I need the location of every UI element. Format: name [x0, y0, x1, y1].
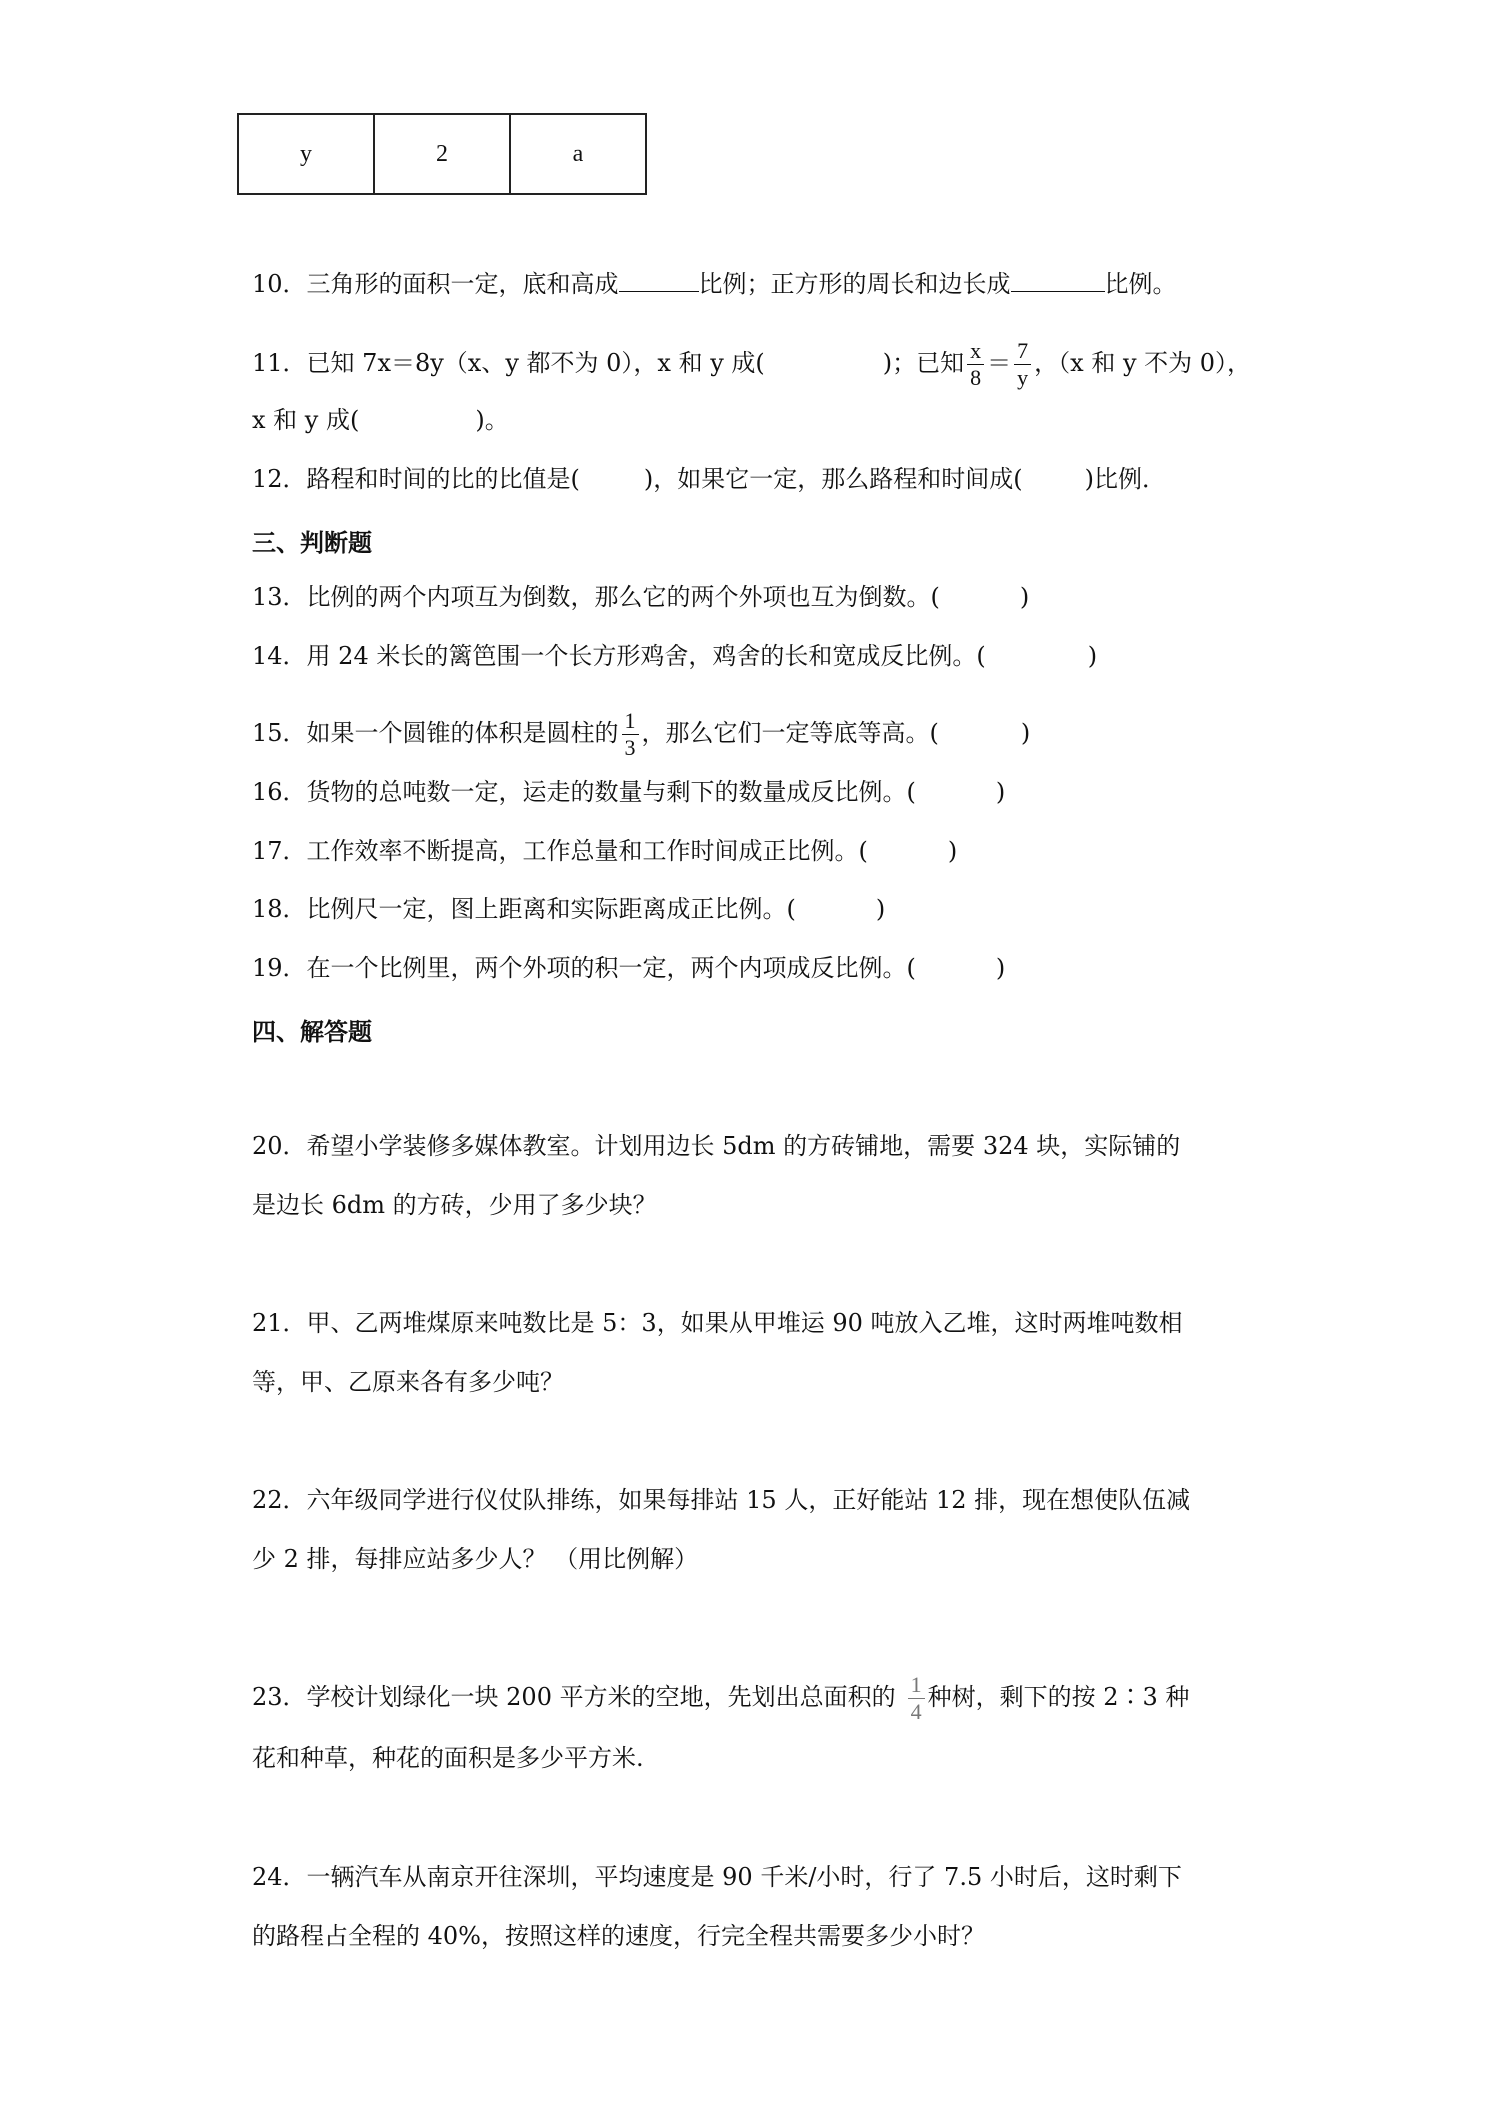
question-11-line-2 — [252, 405, 509, 435]
fraction-numerator: x — [967, 338, 984, 365]
question-10 — [252, 269, 1177, 299]
answer-blank[interactable] — [619, 269, 699, 292]
equals-sign: ＝ — [987, 349, 1012, 377]
question-24-line-2: 的路程占全程的 40%，按照这样的速度，行完全程共需要多少小时？ — [252, 1922, 985, 1950]
question-number: 11． — [252, 349, 307, 377]
question-text: x 和 y 成( — [252, 406, 360, 434]
question-text: 已知 7x＝8y（x、y 都不为 0），x 和 y 成( — [306, 349, 765, 377]
question-text: 货物的总吨数一定，运走的数量与剩下的数量成反比例。( — [306, 778, 916, 806]
question-text: 种树，剩下的按 2∶3 种 — [927, 1683, 1190, 1711]
question-number: 13． — [252, 583, 307, 611]
question-text: )；已知 — [882, 349, 965, 377]
question-text: ) — [1087, 642, 1098, 670]
question-number: 19． — [252, 954, 307, 982]
question-text: ) — [995, 954, 1006, 982]
table-row — [238, 114, 646, 194]
question-text: )比例． — [1084, 465, 1167, 493]
table-cell-a: a — [510, 114, 646, 194]
value-table — [237, 113, 647, 195]
question-22: 22．六年级同学进行仪仗队排练，如果每排站 15 人，正好能站 12 排，现在想使队伍减 — [252, 1486, 1191, 1514]
fraction-numerator: 1 — [908, 1672, 925, 1699]
section-heading-solve: 四、解答题 — [252, 1017, 372, 1046]
fraction-7-over-y — [1014, 338, 1031, 391]
question-24: 24．一辆汽车从南京开往深圳，平均速度是 90 千米/小时，行了 7.5 小时后，这时剩下 — [252, 1863, 1182, 1891]
question-text: 比例；正方形的周长和边长成 — [698, 270, 1011, 298]
fraction-denominator: 8 — [970, 365, 982, 390]
question-number: 16． — [252, 778, 307, 806]
question-text: ) — [1019, 583, 1030, 611]
question-15 — [252, 708, 1030, 761]
fraction-denominator: y — [1017, 365, 1029, 390]
question-text: ) — [875, 895, 886, 923]
question-14 — [252, 641, 1097, 671]
question-text: ) — [995, 778, 1006, 806]
question-number: 15． — [252, 719, 307, 747]
fraction-1-over-4 — [908, 1672, 925, 1725]
question-number: 14． — [252, 642, 307, 670]
question-20-line-2: 是边长 6dm 的方砖，少用了多少块？ — [252, 1191, 657, 1219]
question-11 — [252, 338, 1251, 391]
question-23 — [252, 1672, 1189, 1725]
question-text: 三角形的面积一定，底和高成 — [306, 270, 619, 298]
question-16 — [252, 777, 1005, 807]
question-text: 比例尺一定，图上距离和实际距离成正比例。( — [306, 895, 796, 923]
question-text: ) — [1020, 719, 1031, 747]
question-20: 20．希望小学装修多媒体教室。计划用边长 5dm 的方砖铺地，需要 324 块，实际铺的 — [252, 1132, 1181, 1160]
table-cell-y: y — [238, 114, 374, 194]
question-12 — [252, 464, 1166, 494]
question-text: 比例的两个内项互为倒数，那么它的两个外项也互为倒数。( — [306, 583, 940, 611]
question-19 — [252, 953, 1005, 983]
question-17 — [252, 836, 957, 866]
fraction-denominator: 3 — [624, 735, 636, 760]
question-number: 17． — [252, 837, 307, 865]
question-text: 用 24 米长的篱笆围一个长方形鸡舍，鸡舍的长和宽成反比例。( — [306, 642, 986, 670]
question-text: ，（x 和 y 不为 0）， — [1034, 349, 1252, 377]
question-text: 如果一个圆锥的体积是圆柱的 — [306, 719, 619, 747]
question-number: 10． — [252, 270, 307, 298]
fraction-1-over-3 — [622, 708, 639, 761]
question-22-line-2: 少 2 排，每排应站多少人？ （用比例解） — [252, 1545, 699, 1573]
question-text: ) — [947, 837, 958, 865]
question-text: 比例。 — [1104, 270, 1177, 298]
question-text: )。 — [475, 406, 509, 434]
table-cell-2: 2 — [374, 114, 510, 194]
answer-blank[interactable] — [1011, 269, 1105, 292]
question-text: ，那么它们一定等底等高。( — [641, 719, 939, 747]
section-heading-judge: 三、判断题 — [252, 528, 372, 557]
question-number: 12． — [252, 465, 307, 493]
question-text: 工作效率不断提高，工作总量和工作时间成正比例。( — [306, 837, 868, 865]
question-text: )，如果它一定，那么路程和时间成( — [643, 465, 1023, 493]
fraction-denominator: 4 — [910, 1699, 922, 1724]
question-23-line-2: 花和种草，种花的面积是多少平方米. — [252, 1744, 644, 1772]
question-21: 21．甲、乙两堆煤原来吨数比是 5：3，如果从甲堆运 90 吨放入乙堆，这时两堆吨数相 — [252, 1309, 1183, 1337]
fraction-numerator: 7 — [1014, 338, 1031, 365]
question-number: 18． — [252, 895, 307, 923]
question-13 — [252, 582, 1029, 612]
question-18 — [252, 894, 885, 924]
fraction-x-over-8 — [967, 338, 984, 391]
question-21-line-2: 等，甲、乙原来各有多少吨？ — [252, 1368, 564, 1396]
question-text: 路程和时间的比的比值是( — [306, 465, 580, 493]
question-text: 在一个比例里，两个外项的积一定，两个内项成反比例。( — [306, 954, 916, 982]
question-text: 23．学校计划绿化一块 200 平方米的空地，先划出总面积的 — [252, 1683, 896, 1711]
fraction-numerator: 1 — [622, 708, 639, 735]
